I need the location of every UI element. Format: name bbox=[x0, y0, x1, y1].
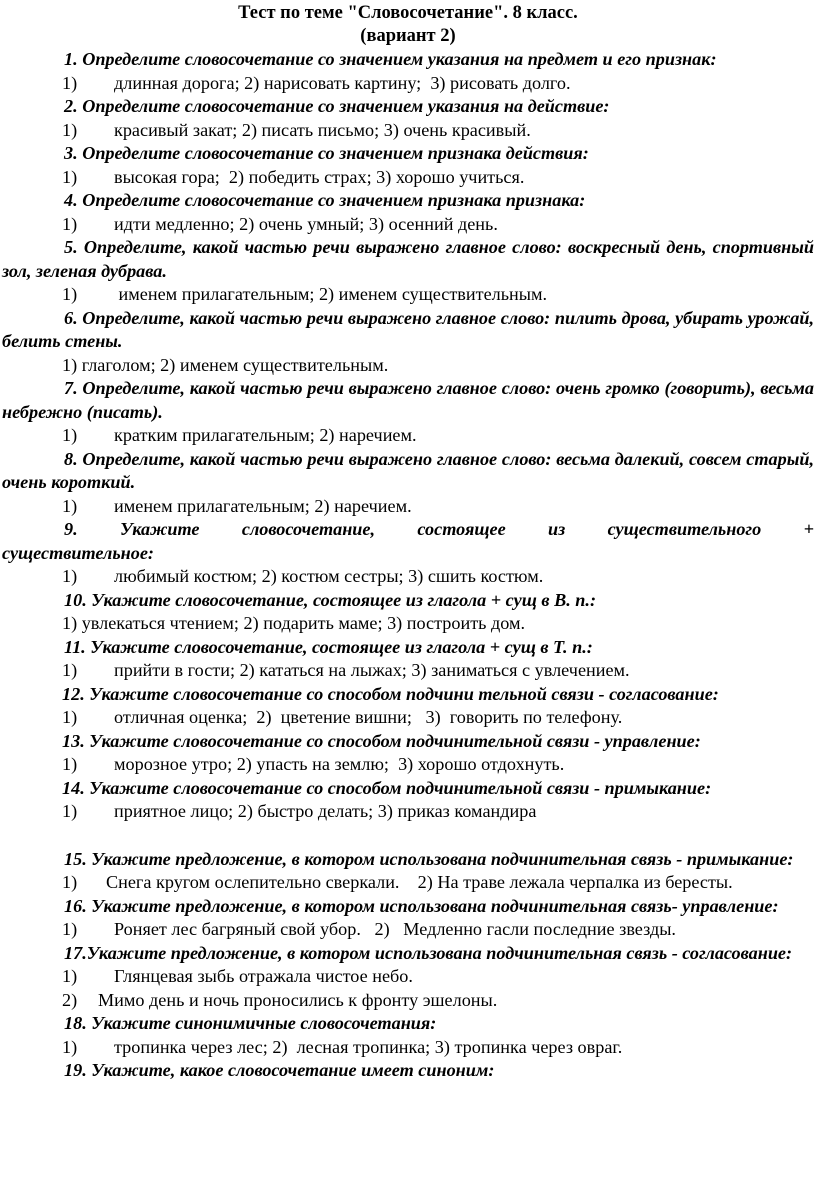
answer-options: приятное лицо; 2) быстро делать; 3) приказ командира bbox=[114, 801, 537, 821]
answer-options: идти медленно; 2) очень умный; 3) осенний день. bbox=[114, 213, 498, 234]
answer-options: морозное утро; 2) упасть на землю; 3) хорошо отдохнуть. bbox=[114, 754, 565, 774]
answer-4 bbox=[2, 213, 814, 237]
answer-options: высокая гора; 2) победить страх; 3) хорошо учиться. bbox=[114, 166, 525, 187]
answer-number: 1) bbox=[62, 566, 78, 586]
answer-11 bbox=[2, 659, 814, 683]
answer-options: прийти в гости; 2) кататься на лыжах; 3) заниматься с увлечением. bbox=[114, 660, 630, 680]
question-14: 14. Укажите словосочетание со способом подчинительной связи - примыкание: bbox=[62, 777, 712, 798]
question-8: 8. Определите, какой частью речи выражено главное слово: весьма далекий, совсем старый, очень короткий. bbox=[2, 448, 814, 492]
answer-number: 1) bbox=[62, 213, 78, 234]
answer-options: именем прилагательным; 2) наречием. bbox=[114, 495, 412, 516]
title-line-1: Тест по теме "Словосочетание". 8 класс. bbox=[238, 3, 578, 23]
answer-5 bbox=[2, 283, 814, 307]
question-1: 1. Определите словосочетание со значением указания на предмет и его признак: bbox=[64, 49, 717, 69]
answer-options: Глянцевая зыбь отражала чистое небо. bbox=[114, 966, 413, 986]
answer-number: 1) bbox=[62, 495, 78, 516]
answer-number: 2) bbox=[62, 989, 78, 1010]
answer-number: 1) bbox=[62, 660, 78, 680]
question-7: 7. Определите, какой частью речи выражено главное слово: очень громко (говорить), весьма небрежно (писать). bbox=[2, 378, 814, 422]
answer-options: Снега кругом ослепительно сверкали. 2) На траве лежала черпалка из бересты. bbox=[106, 872, 733, 892]
answer-options: длинная дорога; 2) нарисовать картину; 3) рисовать долго. bbox=[114, 72, 571, 93]
question-6: 6. Определите, какой частью речи выражено главное слово: пилить дрова, убирать урожай, белить стены. bbox=[2, 307, 814, 351]
question-3: 3. Определите словосочетание со значением признака действия: bbox=[64, 143, 589, 163]
answer-3 bbox=[2, 166, 814, 190]
answer-7 bbox=[2, 424, 814, 448]
answer-options: Роняет лес багряный свой убор. 2) Медленно гасли последние звезды. bbox=[114, 919, 676, 939]
answer-number: 1) bbox=[62, 72, 78, 93]
question-15: 15. Укажите предложение, в котором использована подчинительная связь - примыкание: bbox=[64, 848, 794, 869]
answer-1 bbox=[2, 72, 814, 96]
answer-2 bbox=[2, 119, 814, 143]
blank-gap bbox=[2, 824, 814, 848]
answer-options: Мимо день и ночь проносились к фронту эшелоны. bbox=[98, 989, 498, 1010]
question-18: 18. Укажите синонимичные словосочетания: bbox=[64, 1013, 437, 1033]
answer-number: 1) bbox=[62, 1036, 78, 1057]
answer-number: 1) bbox=[62, 919, 78, 939]
answer-number: 1) bbox=[62, 707, 78, 727]
answer-options: отличная оценка; 2) цветение вишни; 3) говорить по телефону. bbox=[114, 707, 623, 727]
question-17: 17.Укажите предложение, в котором использована подчинительная связь - согласование: bbox=[64, 942, 793, 963]
answer-8 bbox=[2, 495, 814, 519]
answer-options: кратким прилагательным; 2) наречием. bbox=[114, 425, 417, 445]
answer-14 bbox=[2, 800, 814, 824]
answer-number: 1) bbox=[62, 801, 78, 821]
answer-options: именем прилагательным; 2) именем существительным. bbox=[114, 284, 548, 304]
answer-17-1 bbox=[2, 965, 814, 989]
answer-10: 1) увлекаться чтением; 2) подарить маме; 3) построить дом. bbox=[62, 613, 526, 633]
answer-18 bbox=[2, 1036, 814, 1060]
answer-16 bbox=[2, 918, 814, 942]
answer-number: 1) bbox=[62, 966, 78, 986]
question-4: 4. Определите словосочетание со значением признака признака: bbox=[64, 190, 586, 210]
answer-number: 1) bbox=[62, 425, 78, 445]
answer-number: 1) bbox=[62, 754, 78, 774]
answer-17-2 bbox=[2, 989, 814, 1013]
answer-options: красивый закат; 2) писать письмо; 3) очень красивый. bbox=[114, 119, 531, 140]
answer-12 bbox=[2, 706, 814, 730]
question-5: 5. Определите, какой частью речи выражено главное слово: воскресный день, спортивный зол, зеленая дубрава. bbox=[2, 237, 814, 281]
question-13: 13. Укажите словосочетание со способом подчинительной связи - управление: bbox=[62, 730, 701, 751]
title-line-2: (вариант 2) bbox=[360, 26, 456, 46]
question-10: 10. Укажите словосочетание, состоящее из глагола + сущ в В. п.: bbox=[64, 589, 597, 610]
answer-options: тропинка через лес; 2) лесная тропинка; 3) тропинка через овраг. bbox=[114, 1036, 623, 1057]
question-9: 9. Укажите словосочетание, состоящее из существительного + существительное: bbox=[2, 519, 814, 563]
answer-9 bbox=[2, 565, 814, 589]
answer-number: 1) bbox=[62, 166, 78, 187]
answer-number: 1) bbox=[62, 284, 78, 304]
question-12: 12. Укажите словосочетание со способом подчини тельной связи - согласование: bbox=[62, 683, 719, 704]
answer-options: любимый костюм; 2) костюм сестры; 3) сшить костюм. bbox=[114, 566, 544, 586]
question-19: 19. Укажите, какое словосочетание имеет синоним: bbox=[64, 1060, 495, 1080]
question-16: 16. Укажите предложение, в котором использована подчинительная связь- управление: bbox=[64, 895, 779, 916]
question-2: 2. Определите словосочетание со значением указания на действие: bbox=[64, 96, 610, 116]
answer-number: 1) bbox=[62, 119, 78, 140]
question-11: 11. Укажите словосочетание, состоящее из глагола + сущ в Т. п.: bbox=[64, 636, 593, 657]
answer-number: 1) bbox=[62, 872, 78, 892]
answer-15 bbox=[2, 871, 814, 895]
answer-6: 1) глаголом; 2) именем существительным. bbox=[62, 354, 389, 375]
answer-13 bbox=[2, 753, 814, 777]
